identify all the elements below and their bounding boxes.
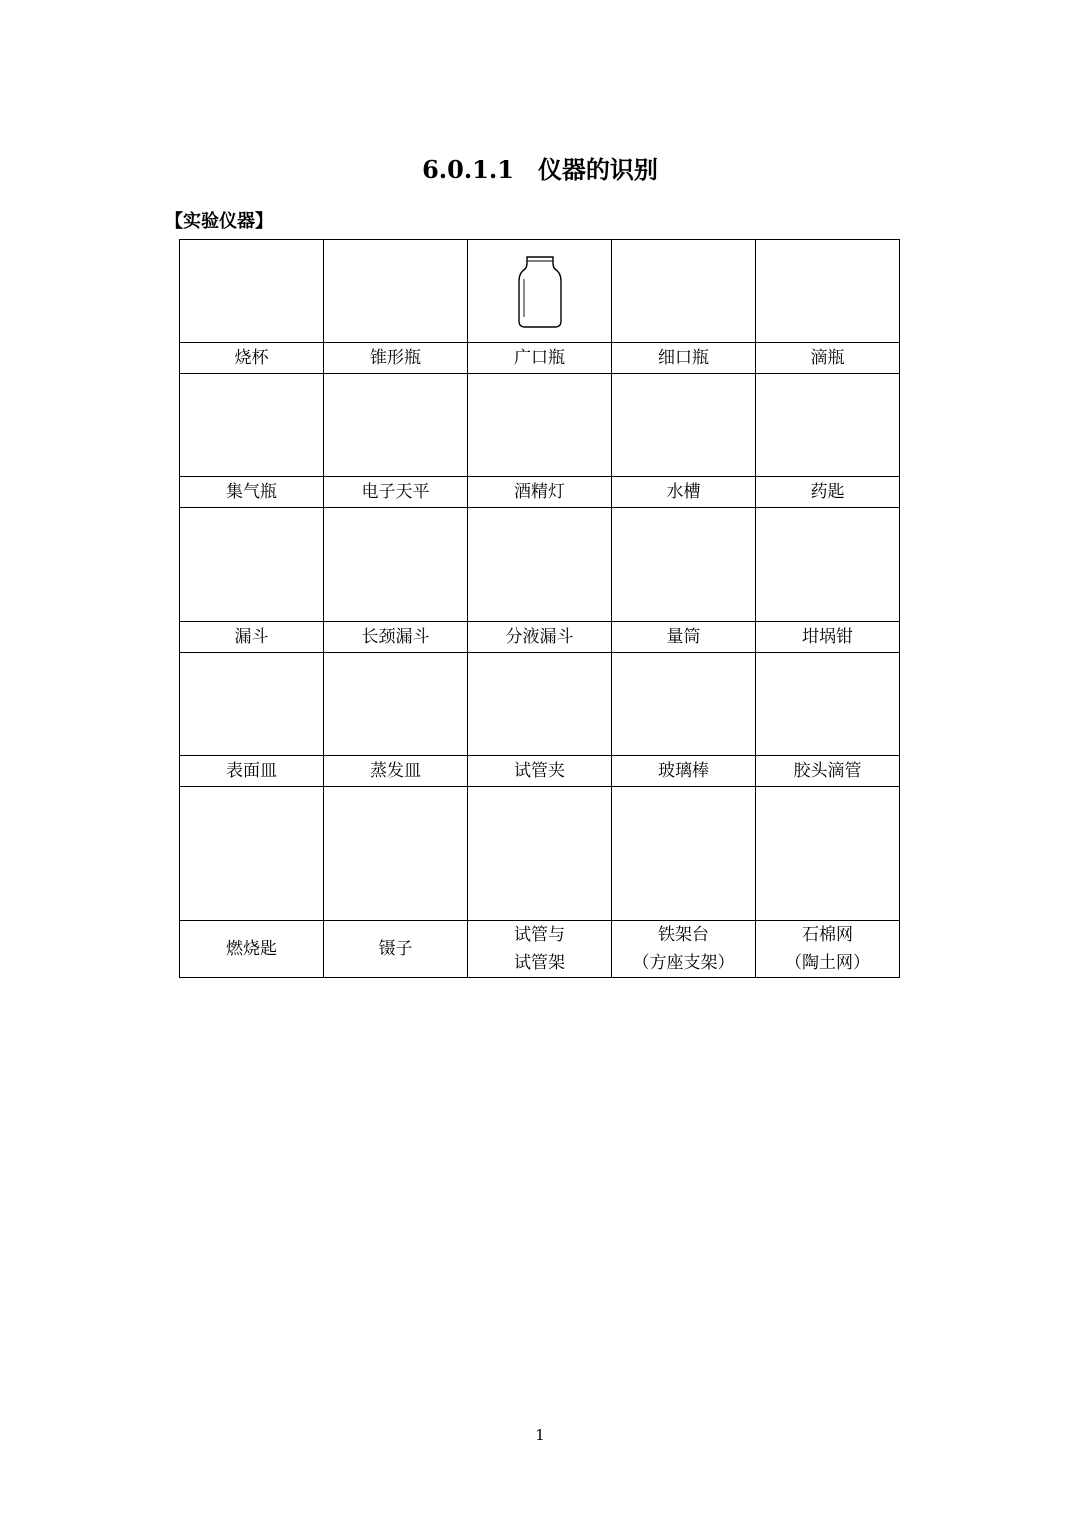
instrument-label: 表面皿: [180, 756, 324, 787]
image-cell: [612, 787, 756, 921]
label-row: [180, 477, 900, 508]
label-line: 燃烧匙: [226, 939, 277, 959]
instrument-label: 集气瓶: [180, 477, 324, 508]
label-line: （陶土网）: [785, 953, 870, 973]
page-title: [0, 150, 1080, 190]
image-row: [180, 653, 900, 756]
image-cell: [324, 787, 468, 921]
image-row: [180, 240, 900, 343]
image-cell: [468, 374, 612, 477]
wide-mouth-bottle-icon: [515, 251, 565, 331]
label-line: （方座支架）: [632, 953, 735, 973]
instrument-label: 长颈漏斗: [324, 622, 468, 653]
image-cell: [756, 240, 900, 343]
instrument-label: 试管夹: [468, 756, 612, 787]
instrument-label: 蒸发皿: [324, 756, 468, 787]
title-text: 仪器的识别: [537, 155, 658, 184]
image-cell: [324, 653, 468, 756]
label-row: [180, 343, 900, 374]
instrument-label: 坩埚钳: [756, 622, 900, 653]
image-row: [180, 374, 900, 477]
image-cell: [180, 787, 324, 921]
instrument-table: [179, 239, 900, 978]
image-row: [180, 787, 900, 921]
label-line: 镊子: [378, 939, 413, 959]
image-cell: [180, 653, 324, 756]
image-cell: [180, 374, 324, 477]
label-row: [180, 622, 900, 653]
instrument-label: 水槽: [612, 477, 756, 508]
instrument-label: 分液漏斗: [468, 622, 612, 653]
instrument-label: 酒精灯: [468, 477, 612, 508]
instrument-label: 漏斗: [180, 622, 324, 653]
image-cell: [468, 508, 612, 622]
label-line: 铁架台: [658, 925, 709, 945]
image-cell: [180, 508, 324, 622]
section-label: 【实验仪器】: [165, 211, 273, 232]
instrument-label: [180, 921, 324, 978]
image-cell: [612, 653, 756, 756]
label-line: 石棉网: [802, 925, 853, 945]
instrument-label: 电子天平: [324, 477, 468, 508]
instrument-label: 量筒: [612, 622, 756, 653]
instrument-label: [324, 921, 468, 978]
section-number: 6.0.1.1: [422, 155, 514, 184]
image-cell: [468, 240, 612, 343]
image-row: [180, 508, 900, 622]
image-cell: [612, 374, 756, 477]
instrument-label: [468, 921, 612, 978]
label-line: 试管与: [514, 925, 565, 945]
image-cell: [324, 374, 468, 477]
instrument-label: 烧杯: [180, 343, 324, 374]
label-row: [180, 756, 900, 787]
image-cell: [324, 240, 468, 343]
image-cell: [612, 240, 756, 343]
instrument-label: 细口瓶: [612, 343, 756, 374]
instrument-label: 玻璃棒: [612, 756, 756, 787]
image-cell: [612, 508, 756, 622]
image-cell: [756, 374, 900, 477]
image-cell: [756, 653, 900, 756]
instrument-label: 滴瓶: [756, 343, 900, 374]
instrument-label: 药匙: [756, 477, 900, 508]
image-cell: [468, 653, 612, 756]
instrument-label: 锥形瓶: [324, 343, 468, 374]
image-cell: [756, 787, 900, 921]
image-cell: [756, 508, 900, 622]
label-row: [180, 921, 900, 978]
page-number: 1: [535, 1426, 545, 1444]
instrument-label: [756, 921, 900, 978]
label-line: 试管架: [514, 953, 565, 973]
instrument-label: 广口瓶: [468, 343, 612, 374]
image-cell: [468, 787, 612, 921]
instrument-label: [612, 921, 756, 978]
image-cell: [324, 508, 468, 622]
image-cell: [180, 240, 324, 343]
instrument-label: 胶头滴管: [756, 756, 900, 787]
